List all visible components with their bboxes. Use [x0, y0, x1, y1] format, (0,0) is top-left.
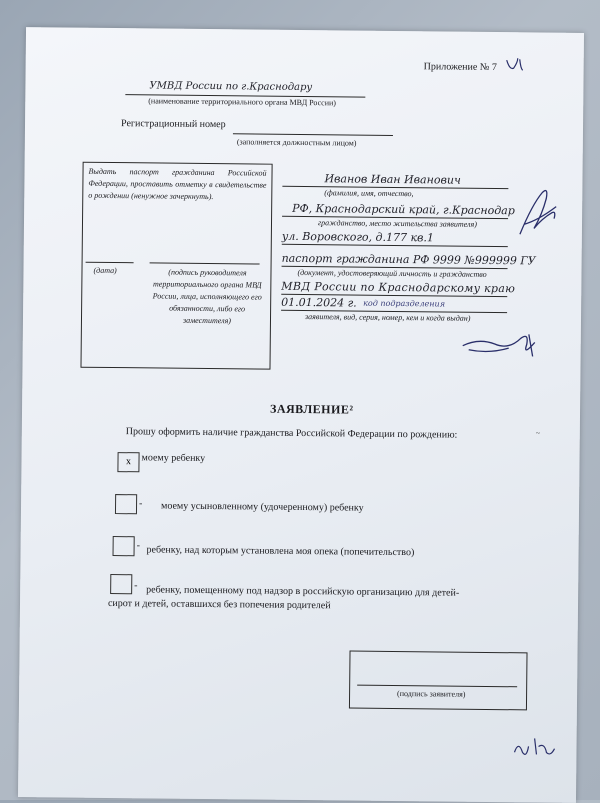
- option-adopted-child-dash: -: [139, 498, 143, 510]
- applicant-name: Иванов Иван Иванович: [324, 172, 461, 187]
- resolution-instruction: Выдать паспорт гражданина Российской Федерации, проставить отметку в свидетельстве о рождении (ненужное зачеркнуть).: [88, 166, 267, 202]
- applicant-street: ул. Воровского, д.177 кв.1: [281, 229, 435, 245]
- option-guardianship-label: ребенку, над которым установлена моя опека (попечительство): [146, 544, 415, 559]
- option-supervision-label-cont: сирот и детей, оставшихся без попечения родителей: [107, 597, 331, 612]
- official-signature-caption: (подпись руководителя территориального органа МВД России, лица, исполняющего его обязанности, либо его заместителя): [152, 267, 262, 326]
- document-caption-2: заявителя, вид, серия, номер, кем и когда выдан): [304, 312, 471, 323]
- registration-label: Регистрационный номер: [120, 118, 226, 131]
- statement-title: ЗАЯВЛЕНИЕ²: [269, 401, 354, 417]
- option-supervision-dash: -: [134, 580, 138, 592]
- document-page: [18, 27, 584, 803]
- document-caption-1: (документ, удостоверяющий личность и гражданство: [297, 267, 487, 279]
- division-code: код подразделения: [363, 298, 446, 309]
- margin-mark: ~: [535, 428, 541, 438]
- applicant-name-caption: (фамилия, имя, отчество,: [324, 188, 414, 199]
- option-supervision-checkbox[interactable]: [110, 574, 132, 594]
- registration-caption: (заполняется должностным лицом): [236, 137, 357, 148]
- document-issuer: МВД России по Краснодарскому краю: [281, 279, 516, 296]
- statement-intro: Прошу оформить наличие гражданства Российской Федерации по рождению:: [125, 426, 458, 441]
- applicant-document: паспорт гражданина РФ 9999 №999999 ГУ: [281, 251, 536, 268]
- applicant-citizenship-address: РФ, Краснодарский край, г.Краснодар: [292, 201, 515, 218]
- applicant-signature-scribble-icon: [512, 184, 563, 245]
- applicant-signature-caption: (подпись заявителя): [397, 689, 466, 699]
- date-caption: (дата): [93, 265, 117, 276]
- registration-line: [233, 133, 393, 136]
- citizenship-caption: гражданство, место жительства заявителя): [317, 218, 477, 229]
- applicant-signature-box[interactable]: [349, 651, 528, 711]
- option-guardianship-dash: -: [136, 540, 141, 552]
- option-adopted-child-checkbox[interactable]: [115, 494, 137, 514]
- authority-name: УМВД России по г.Краснодару: [149, 80, 313, 94]
- authority-caption: (наименование территориального органа МВД России): [148, 96, 337, 108]
- initials-mark-icon: [504, 56, 528, 74]
- appendix-label: Приложение № 7: [423, 61, 497, 74]
- option-own-child-label: моему ребенку: [141, 452, 206, 464]
- street-line: [282, 244, 508, 247]
- option-guardianship-checkbox[interactable]: [113, 536, 135, 556]
- document-issue-date: 01.01.2024 г.: [281, 295, 357, 310]
- option-supervision-label: ребенку, помещенному под надзор в российскую организацию для детей-: [146, 584, 460, 599]
- option-own-child-checkbox[interactable]: х: [117, 452, 139, 472]
- bottom-initials-icon: [510, 732, 560, 763]
- applicant-signature-scribble-2-icon: [459, 328, 549, 363]
- option-adopted-child-label: моему усыновленному (удочеренному) ребенку: [160, 500, 364, 514]
